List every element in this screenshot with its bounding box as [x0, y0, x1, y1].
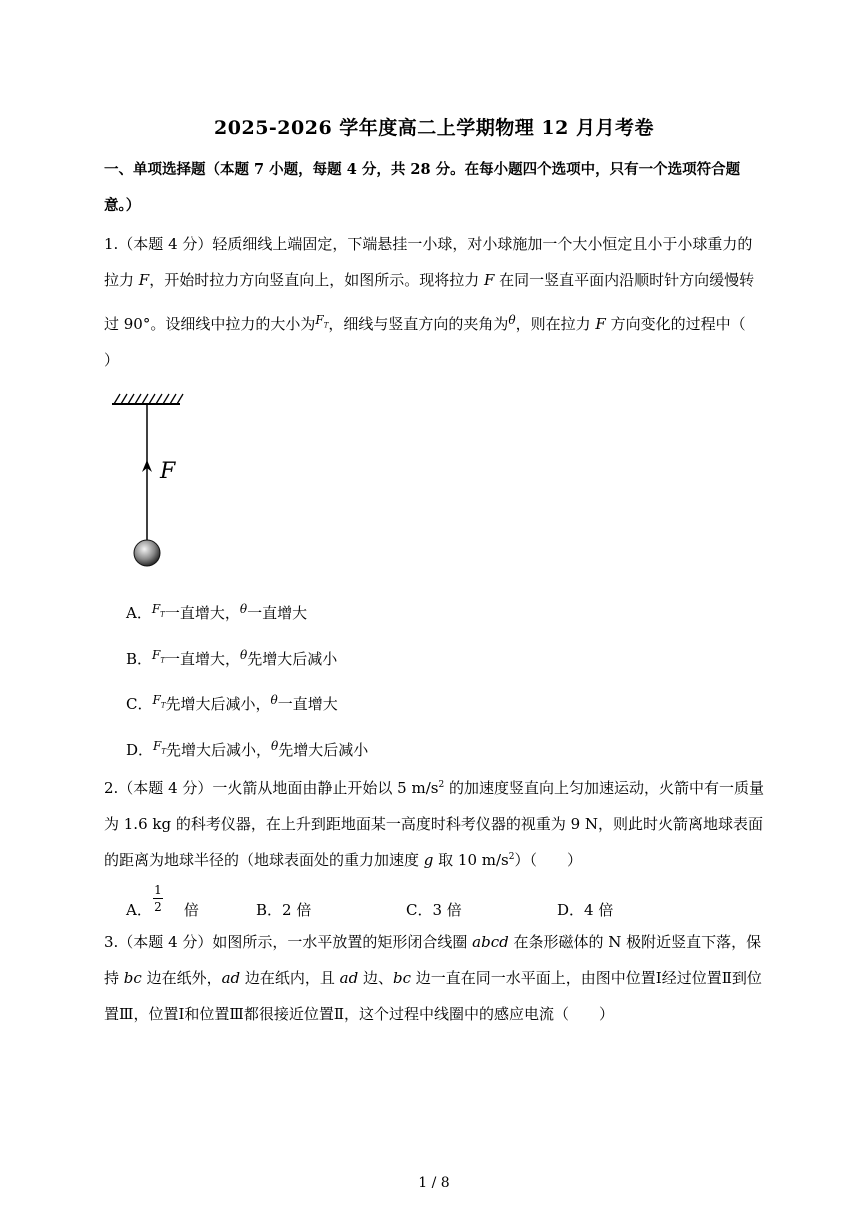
q3-stem-line1: 3.（本题 4 分）如图所示，一水平放置的矩形闭合线圈 abcd 在条形磁体的 N 极附近竖直下落，保 [104, 933, 762, 951]
q2-stem-line2: 为 1.6 kg 的科考仪器，在上升到距地面某一高度时科考仪器的视重为 9 N，则此时火箭离地球表面 [104, 815, 764, 833]
q2-stem-line1: 2.（本题 4 分）一火箭从地面由静止开始以 5 $m/s^2$ 的加速度竖直向上匀加速运动，火箭中有一质量 [104, 779, 764, 797]
half-fraction: 1 2 [154, 883, 162, 914]
force-label: F [160, 459, 176, 484]
section-heading: 一、单项选择题（本题 7 小题，每题 4 分，共 28 分。在每小题四个选项中，只有一个选项符合题 [104, 161, 741, 178]
q2-stem-line3: 的距离为地球半径的（地球表面处的重力加速度 g 取 10 $m/s^2$）（ ） [104, 851, 583, 869]
tension-symbol: FT [315, 313, 329, 330]
q2-option-d[interactable]: D．4 倍 [557, 901, 614, 919]
q2-option-c[interactable]: C．3 倍 [406, 901, 462, 919]
q1-stem-line3: 过 90°。设细线中拉力的大小为$^{F_T}$，细线与竖直方向的夹角为$^\theta$，则在拉力 F 方向变化的过程中（ [104, 313, 746, 333]
section-heading-cont: 意。） [104, 197, 141, 214]
q1-stem-line1: 1.（本题 4 分）轻质细线上端固定，下端悬挂一小球，对小球施加一个大小恒定且小于小球重力的 [104, 235, 753, 253]
page-title: 2025-2026 学年度高二上学期物理 12 月月考卷 [214, 117, 654, 139]
q1-option-d[interactable]: D．$^{F_T}$先增大后减小，$^\theta$先增大后减小 [126, 739, 369, 759]
pendulum-figure [100, 388, 220, 578]
page-number: 1 / 8 [418, 1175, 450, 1191]
ball [134, 540, 160, 566]
theta-symbol: θ [508, 313, 516, 327]
q2-option-a[interactable]: A． 倍 [126, 901, 199, 919]
ceiling-hatching [114, 394, 183, 404]
q1-option-b[interactable]: B．$^{F_T}$一直增大，$^\theta$先增大后减小 [126, 648, 338, 668]
q1-option-c[interactable]: C．$^{F_T}$先增大后减小，$^\theta$一直增大 [126, 693, 338, 713]
q3-stem-line3: 置Ⅲ，位置Ⅰ和位置Ⅲ都很接近位置Ⅱ，这个过程中线圈中的感应电流（ ） [104, 1005, 615, 1023]
q1-stem-line4: ） [104, 351, 120, 369]
q3-stem-line2: 持 bc 边在纸外，ad 边在纸内，且 ad 边、bc 边一直在同一水平面上，由图中位置Ⅰ经过位置Ⅱ到位 [104, 969, 762, 987]
q1-stem-line2: 拉力 F，开始时拉力方向竖直向上，如图所示。现将拉力 F 在同一竖直平面内沿顺时针方向缓慢转 [104, 271, 755, 289]
q1-option-a[interactable]: A．$^{F_T}$一直增大，$^\theta$一直增大 [126, 602, 308, 622]
q2-option-b[interactable]: B．2 倍 [256, 901, 312, 919]
